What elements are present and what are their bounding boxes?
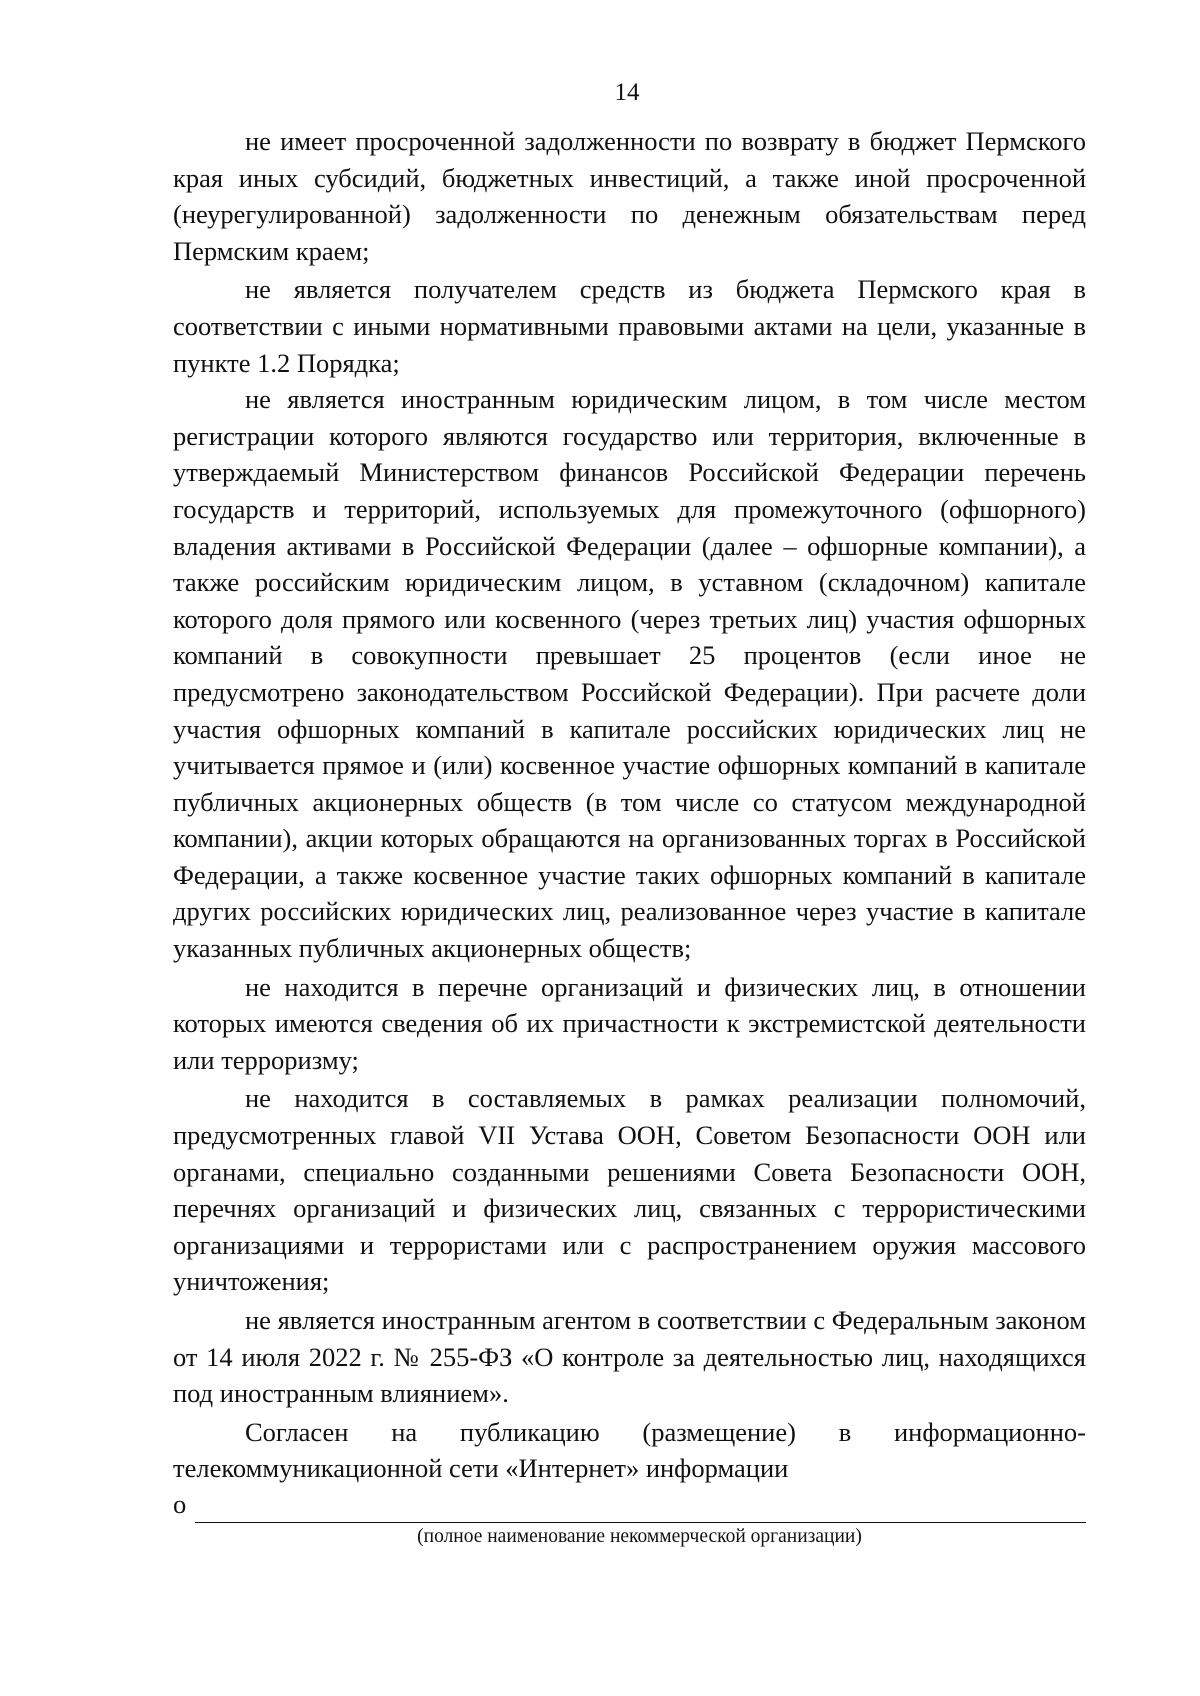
paragraph: не является иностранным юридическим лицом, в том числе местом регистрации которого являются государство или территория, включенные в утверждаемый Министерством финансов Российской Федерации перечень государств и территорий, используемых для промежуточного (офшорного) владения активами в Российской Федерации (далее – офшорные компании), а также российским юридическим лицом, в уставном (складочном) капитале которого доля прямого или косвенного (через третьих лиц) участия офшорных компаний в совокупности превышает 25 процентов (если иное не предусмотрено законодательством Российской Федерации). При расчете доли участия офшорных компаний в капитале российских юридических лиц не учитывается прямое и (или) косвенное участие офшорных компаний в капитале публичных акционерных обществ (в том числе со статусом международной компании), акции которых обращаются на организованных торгах в Российской Федерации, а также косвенное участие таких офшорных компаний в капитале других российских юридических лиц, реализованное через участие в капитале указанных публичных акционерных обществ; — [173, 384, 1086, 964]
page-number: 14 — [614, 79, 640, 106]
paragraph: не является иностранным агентом в соответствии с Федеральным законом от 14 июля 2022 г. № 255-ФЗ «О контроле за деятельностью лиц, находящихся под иностранным влиянием». — [173, 1305, 1086, 1409]
document-body — [173, 123, 1086, 1549]
paragraph: не имеет просроченной задолженности по возврату в бюджет Пермского края иных субсидий, бюджетных инвестиций, а также иной просроченной (неурегулированной) задолженности по денежным обязательствам перед Пермским краем; — [173, 126, 1086, 266]
paragraph: не находится в перечне организаций и физических лиц, в отношении которых имеются сведения об их причастности к экстремистской деятельности или терроризму; — [173, 971, 1086, 1075]
consent-text: Согласен на публикацию (размещение) в информационно-телекоммуникационной сети «Интернет» информации — [173, 1416, 1086, 1484]
paragraph: не находится в составляемых в рамках реализации полномочий, предусмотренных главой VII Устава ООН, Советом Безопасности ООН или органами, специально созданными решениями Совета Безопасности ООН, перечнях организаций и физических лиц, связанных с террористическими организациями и террористами или с распространением оружия массового уничтожения; — [173, 1083, 1086, 1297]
organization-name-blank — [195, 1496, 1086, 1523]
paragraph: не является получателем средств из бюджета Пермского края в соответствии с иными нормативными правовыми актами на цели, указанные в пункте 1.2 Порядка; — [173, 274, 1086, 378]
blank-caption: (полное наименование некоммерческой организации) — [417, 1525, 862, 1547]
consent-block — [173, 1414, 1086, 1549]
consent-fill-line — [173, 1487, 1086, 1523]
consent-prefix: о — [173, 1489, 187, 1520]
